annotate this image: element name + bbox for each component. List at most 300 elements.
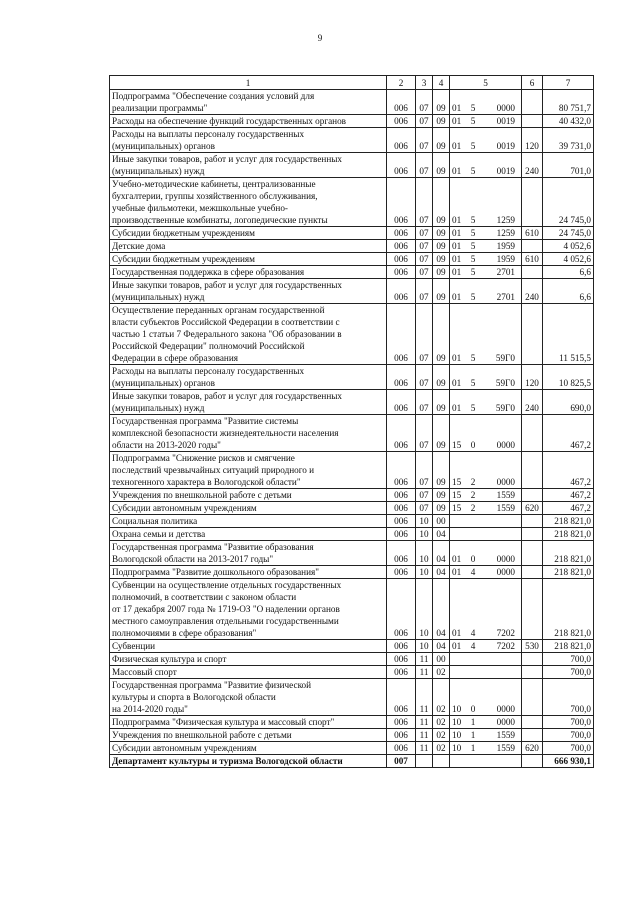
row-target-article-cell	[450, 566, 522, 579]
target-article-part: 01	[452, 103, 462, 113]
row-ministry-cell: 006	[387, 566, 416, 579]
row-target-article-cell	[450, 115, 522, 128]
target-article-part: 1259	[496, 215, 515, 225]
row-amount-cell: 218 821,0	[543, 515, 594, 528]
row-subsection-cell: 04	[433, 541, 450, 566]
target-article-part: 15	[452, 490, 462, 500]
row-section-cell: 10	[416, 528, 433, 541]
table-row	[110, 579, 594, 640]
row-subsection-cell: 00	[433, 653, 450, 666]
row-subsection-cell: 09	[433, 266, 450, 279]
row-ministry-cell: 006	[387, 666, 416, 679]
row-name-cell: Учреждения по внешкольной работе с детьми	[110, 729, 387, 742]
row-section-cell: 07	[416, 266, 433, 279]
row-target-article-cell	[450, 128, 522, 153]
row-name-cell: Расходы на выплаты персоналу государственных (муниципальных) органов	[110, 128, 387, 153]
target-article-part: 5	[470, 292, 476, 302]
row-expense-type-cell	[522, 679, 543, 716]
row-name-cell: Детские дома	[110, 240, 387, 253]
target-article-part: 0000	[496, 567, 515, 577]
row-target-article-cell	[450, 227, 522, 240]
row-ministry-cell: 006	[387, 115, 416, 128]
table-row	[110, 153, 594, 178]
row-ministry-cell: 006	[387, 178, 416, 227]
row-target-article-cell	[450, 415, 522, 452]
target-article-part: 01	[452, 567, 462, 577]
row-section-cell: 11	[416, 716, 433, 729]
row-subsection-cell: 04	[433, 566, 450, 579]
target-article-part: 0000	[496, 554, 515, 564]
row-expense-type-cell	[522, 240, 543, 253]
row-expense-type-cell: 620	[522, 502, 543, 515]
row-ministry-cell: 006	[387, 640, 416, 653]
target-article-part: 0019	[496, 116, 515, 126]
table-row	[110, 115, 594, 128]
target-article-part: 5	[470, 254, 476, 264]
row-ministry-cell: 006	[387, 304, 416, 365]
row-name-cell: Субвенции	[110, 640, 387, 653]
target-article-part: 0	[470, 440, 476, 450]
target-article-part: 0000	[496, 704, 515, 714]
target-article-part: 0019	[496, 166, 515, 176]
row-target-article-cell	[450, 365, 522, 390]
row-expense-type-cell	[522, 716, 543, 729]
row-amount-cell: 24 745,0	[543, 227, 594, 240]
row-subsection-cell: 09	[433, 452, 450, 489]
row-expense-type-cell: 240	[522, 153, 543, 178]
row-ministry-cell: 006	[387, 653, 416, 666]
row-amount-cell: 700,0	[543, 653, 594, 666]
target-article-part: 01	[452, 166, 462, 176]
row-name-cell: Государственная поддержка в сфере образования	[110, 266, 387, 279]
row-ministry-cell: 006	[387, 742, 416, 755]
target-article-part: 1559	[496, 490, 515, 500]
target-article-part: 01	[452, 378, 462, 388]
target-article-part: 01	[452, 241, 462, 251]
row-expense-type-cell	[522, 653, 543, 666]
target-article-part: 2701	[496, 267, 515, 277]
table-row	[110, 90, 594, 115]
row-subsection-cell: 09	[433, 115, 450, 128]
row-ministry-cell: 006	[387, 279, 416, 304]
target-article-part: 15	[452, 477, 462, 487]
row-name-cell: Субсидии автономным учреждениям	[110, 502, 387, 515]
table-row	[110, 515, 594, 528]
row-section-cell: 07	[416, 90, 433, 115]
table-row	[110, 365, 594, 390]
row-section-cell: 07	[416, 452, 433, 489]
row-section-cell: 11	[416, 653, 433, 666]
row-subsection-cell: 09	[433, 502, 450, 515]
row-section-cell: 07	[416, 304, 433, 365]
row-section-cell: 07	[416, 365, 433, 390]
row-subsection-cell: 04	[433, 640, 450, 653]
target-article-part: 01	[452, 228, 462, 238]
row-name-cell: Подпрограмма "Обеспечение создания условий для реализации программы"	[110, 90, 387, 115]
target-article-part: 10	[452, 704, 462, 714]
target-article-part: 1559	[496, 730, 515, 740]
row-section-cell: 10	[416, 640, 433, 653]
row-name-cell: Иные закупки товаров, работ и услуг для государственных (муниципальных) нужд	[110, 279, 387, 304]
target-article-part: 1959	[496, 254, 515, 264]
row-name-cell: Субсидии бюджетным учреждениям	[110, 227, 387, 240]
header-cell-6: 6	[522, 76, 543, 90]
row-subsection-cell: 09	[433, 90, 450, 115]
header-cell-3: 3	[416, 76, 433, 90]
row-section-cell: 07	[416, 128, 433, 153]
row-ministry-cell: 006	[387, 365, 416, 390]
row-amount-cell: 467,2	[543, 415, 594, 452]
row-section-cell: 07	[416, 489, 433, 502]
row-amount-cell: 700,0	[543, 716, 594, 729]
row-expense-type-cell: 120	[522, 128, 543, 153]
row-target-article-cell	[450, 541, 522, 566]
row-expense-type-cell	[522, 515, 543, 528]
row-expense-type-cell	[522, 115, 543, 128]
row-section-cell: 10	[416, 515, 433, 528]
row-section-cell	[416, 755, 433, 768]
target-article-part: 01	[452, 116, 462, 126]
table-row	[110, 390, 594, 415]
row-amount-cell: 467,2	[543, 502, 594, 515]
target-article-part: 0	[470, 704, 476, 714]
row-ministry-cell: 006	[387, 266, 416, 279]
row-name-cell: Государственная программа "Развитие физической культуры и спорта в Вологодской области на 2014-2020 годы"	[110, 679, 387, 716]
row-target-article-cell	[450, 729, 522, 742]
table-row	[110, 742, 594, 755]
target-article-part: 1	[470, 743, 476, 753]
row-section-cell: 11	[416, 666, 433, 679]
row-expense-type-cell	[522, 729, 543, 742]
row-amount-cell: 80 751,7	[543, 90, 594, 115]
row-target-article-cell	[450, 178, 522, 227]
row-amount-cell: 10 825,5	[543, 365, 594, 390]
target-article-part: 01	[452, 353, 462, 363]
table-row	[110, 128, 594, 153]
target-article-part: 01	[452, 641, 462, 651]
target-article-part: 5	[470, 403, 476, 413]
row-section-cell: 07	[416, 415, 433, 452]
row-ministry-cell: 006	[387, 489, 416, 502]
target-article-part: 10	[452, 743, 462, 753]
target-article-part: 1559	[496, 503, 515, 513]
row-target-article-cell	[450, 390, 522, 415]
row-section-cell: 11	[416, 742, 433, 755]
row-subsection-cell: 09	[433, 178, 450, 227]
target-article-part: 01	[452, 403, 462, 413]
row-section-cell: 11	[416, 729, 433, 742]
row-name-cell: Государственная программа "Развитие образования Вологодской области на 2013-2017 годы"	[110, 541, 387, 566]
row-subsection-cell: 04	[433, 528, 450, 541]
target-article-part: 10	[452, 717, 462, 727]
target-article-part: 15	[452, 503, 462, 513]
row-target-article-cell	[450, 153, 522, 178]
target-article-part: 01	[452, 554, 462, 564]
row-expense-type-cell	[522, 666, 543, 679]
target-article-part: 2701	[496, 292, 515, 302]
target-article-part: 5	[470, 166, 476, 176]
row-subsection-cell	[433, 755, 450, 768]
row-subsection-cell: 09	[433, 128, 450, 153]
row-section-cell: 10	[416, 579, 433, 640]
table-row	[110, 653, 594, 666]
row-expense-type-cell: 620	[522, 742, 543, 755]
target-article-part: 0000	[496, 477, 515, 487]
header-cell-7: 7	[543, 76, 594, 90]
table-row	[110, 304, 594, 365]
table-row	[110, 279, 594, 304]
row-subsection-cell: 09	[433, 390, 450, 415]
row-amount-cell: 690,0	[543, 390, 594, 415]
row-name-cell: Подпрограмма "Физическая культура и массовый спорт"	[110, 716, 387, 729]
row-target-article-cell	[450, 266, 522, 279]
budget-table	[109, 75, 594, 768]
target-article-part: 01	[452, 254, 462, 264]
row-name-cell: Субсидии автономным учреждениям	[110, 742, 387, 755]
target-article-part: 01	[452, 215, 462, 225]
target-article-part: 2	[470, 503, 476, 513]
row-subsection-cell: 09	[433, 279, 450, 304]
row-target-article-cell	[450, 742, 522, 755]
row-target-article-cell	[450, 755, 522, 768]
row-expense-type-cell	[522, 452, 543, 489]
row-amount-cell: 700,0	[543, 742, 594, 755]
row-subsection-cell: 02	[433, 679, 450, 716]
row-subsection-cell: 09	[433, 227, 450, 240]
target-article-part: 01	[452, 267, 462, 277]
target-article-part: 01	[452, 141, 462, 151]
target-article-part: 1	[470, 730, 476, 740]
row-subsection-cell: 09	[433, 304, 450, 365]
row-expense-type-cell	[522, 90, 543, 115]
row-section-cell: 07	[416, 390, 433, 415]
row-expense-type-cell: 240	[522, 390, 543, 415]
table-row	[110, 266, 594, 279]
row-subsection-cell: 00	[433, 515, 450, 528]
row-name-cell: Физическая культура и спорт	[110, 653, 387, 666]
row-ministry-cell: 006	[387, 515, 416, 528]
row-target-article-cell	[450, 653, 522, 666]
header-cell-4: 4	[433, 76, 450, 90]
row-expense-type-cell	[522, 178, 543, 227]
row-target-article-cell	[450, 579, 522, 640]
target-article-part: 2	[470, 477, 476, 487]
table-row	[110, 502, 594, 515]
target-article-part: 0	[470, 554, 476, 564]
row-amount-cell: 700,0	[543, 729, 594, 742]
target-article-part: 5	[470, 116, 476, 126]
row-name-cell: Иные закупки товаров, работ и услуг для государственных (муниципальных) нужд	[110, 390, 387, 415]
row-expense-type-cell: 610	[522, 227, 543, 240]
target-article-part: 5	[470, 241, 476, 251]
target-article-part: 5	[470, 228, 476, 238]
target-article-part: 2	[470, 490, 476, 500]
row-section-cell: 10	[416, 566, 433, 579]
row-section-cell: 07	[416, 253, 433, 266]
row-section-cell: 11	[416, 679, 433, 716]
row-subsection-cell: 09	[433, 240, 450, 253]
row-target-article-cell	[450, 679, 522, 716]
page-number: 9	[317, 33, 323, 43]
row-ministry-cell: 006	[387, 128, 416, 153]
table-row	[110, 640, 594, 653]
row-expense-type-cell	[522, 755, 543, 768]
row-name-cell: Расходы на выплаты персоналу государственных (муниципальных) органов	[110, 365, 387, 390]
table-row	[110, 755, 594, 768]
row-name-cell: Осуществление переданных органам государственной власти субъектов Российской Федерации в соответствии с частью 1 статьи 7 Федерального закона "Об образовании в Российской Федерации" полномочий Российской Федерации в сфере образования	[110, 304, 387, 365]
target-article-part: 1	[470, 717, 476, 727]
row-ministry-cell: 006	[387, 716, 416, 729]
target-article-part: 1959	[496, 241, 515, 251]
target-article-part: 7202	[496, 628, 515, 638]
target-article-part: 5	[470, 141, 476, 151]
row-subsection-cell: 09	[433, 365, 450, 390]
row-amount-cell: 4 052,6	[543, 253, 594, 266]
row-subsection-cell: 02	[433, 716, 450, 729]
row-amount-cell: 6,6	[543, 279, 594, 304]
row-expense-type-cell	[522, 266, 543, 279]
table-row	[110, 666, 594, 679]
row-ministry-cell: 006	[387, 502, 416, 515]
row-amount-cell: 6,6	[543, 266, 594, 279]
row-ministry-cell: 006	[387, 528, 416, 541]
table-row	[110, 716, 594, 729]
table-row	[110, 729, 594, 742]
header-cell-5: 5	[450, 76, 522, 90]
table-body	[110, 76, 594, 768]
table-row	[110, 541, 594, 566]
header-cell-2: 2	[387, 76, 416, 90]
row-expense-type-cell: 610	[522, 253, 543, 266]
row-name-cell: Подпрограмма "Развитие дошкольного образования"	[110, 566, 387, 579]
row-section-cell: 07	[416, 115, 433, 128]
table-row	[110, 240, 594, 253]
row-name-cell: Субвенции на осуществление отдельных государственных полномочий, в соответствии с законом области от 17 декабря 2007 года № 1719-ОЗ "О наделении органов местного самоуправления отдельными государственными полномочиями в сфере образования"	[110, 579, 387, 640]
table-row	[110, 489, 594, 502]
row-ministry-cell: 007	[387, 755, 416, 768]
row-section-cell: 10	[416, 541, 433, 566]
target-article-part: 59Г0	[495, 403, 515, 413]
row-expense-type-cell	[522, 579, 543, 640]
row-subsection-cell: 04	[433, 579, 450, 640]
row-name-cell: Государственная программа "Развитие системы комплексной безопасности жизнедеятельности населения области на 2013-2020 годы"	[110, 415, 387, 452]
row-name-cell: Учебно-методические кабинеты, централизованные бухгалтерии, группы хозяйственного обслуживания, учебные фильмотеки, межшкольные учебно- производственные комбинаты, логопедические пункты	[110, 178, 387, 227]
row-name-cell: Охрана семьи и детства	[110, 528, 387, 541]
row-target-article-cell	[450, 240, 522, 253]
row-name-cell: Субсидии бюджетным учреждениям	[110, 253, 387, 266]
table-row	[110, 227, 594, 240]
row-target-article-cell	[450, 528, 522, 541]
row-expense-type-cell: 120	[522, 365, 543, 390]
target-article-part: 5	[470, 267, 476, 277]
row-amount-cell: 701,0	[543, 153, 594, 178]
row-ministry-cell: 006	[387, 390, 416, 415]
target-article-part: 0000	[496, 717, 515, 727]
row-section-cell: 07	[416, 502, 433, 515]
target-article-part: 10	[452, 730, 462, 740]
row-subsection-cell: 09	[433, 415, 450, 452]
row-target-article-cell	[450, 515, 522, 528]
row-expense-type-cell	[522, 489, 543, 502]
row-expense-type-cell: 530	[522, 640, 543, 653]
row-section-cell: 07	[416, 279, 433, 304]
target-article-part: 59Г0	[495, 353, 515, 363]
row-target-article-cell	[450, 489, 522, 502]
row-amount-cell: 666 930,1	[543, 755, 594, 768]
target-article-part: 1259	[496, 228, 515, 238]
row-amount-cell: 40 432,0	[543, 115, 594, 128]
row-ministry-cell: 006	[387, 452, 416, 489]
row-target-article-cell	[450, 502, 522, 515]
row-target-article-cell	[450, 253, 522, 266]
row-ministry-cell: 006	[387, 90, 416, 115]
row-expense-type-cell	[522, 415, 543, 452]
row-amount-cell: 39 731,0	[543, 128, 594, 153]
row-ministry-cell: 006	[387, 153, 416, 178]
row-amount-cell: 467,2	[543, 489, 594, 502]
row-name-cell: Учреждения по внешкольной работе с детьми	[110, 489, 387, 502]
target-article-part: 5	[470, 378, 476, 388]
target-article-part: 01	[452, 292, 462, 302]
row-ministry-cell: 006	[387, 253, 416, 266]
row-name-cell: Массовый спорт	[110, 666, 387, 679]
row-subsection-cell: 09	[433, 489, 450, 502]
target-article-part: 01	[452, 628, 462, 638]
header-cell-1: 1	[110, 76, 387, 90]
row-amount-cell: 700,0	[543, 679, 594, 716]
table-header-row	[110, 76, 594, 90]
row-name-cell: Иные закупки товаров, работ и услуг для государственных (муниципальных) нужд	[110, 153, 387, 178]
row-ministry-cell: 006	[387, 579, 416, 640]
row-subsection-cell: 09	[433, 253, 450, 266]
target-article-part: 1559	[496, 743, 515, 753]
row-amount-cell: 218 821,0	[543, 640, 594, 653]
target-article-part: 7202	[496, 641, 515, 651]
target-article-part: 15	[452, 440, 462, 450]
row-target-article-cell	[450, 716, 522, 729]
row-name-cell: Департамент культуры и туризма Вологодской области	[110, 755, 387, 768]
table-row	[110, 452, 594, 489]
row-amount-cell: 218 821,0	[543, 579, 594, 640]
row-ministry-cell: 006	[387, 240, 416, 253]
row-expense-type-cell	[522, 566, 543, 579]
row-expense-type-cell	[522, 528, 543, 541]
target-article-part: 0000	[496, 103, 515, 113]
row-target-article-cell	[450, 279, 522, 304]
row-expense-type-cell	[522, 541, 543, 566]
row-ministry-cell: 006	[387, 679, 416, 716]
row-subsection-cell: 02	[433, 729, 450, 742]
row-target-article-cell	[450, 90, 522, 115]
row-name-cell: Социальная политика	[110, 515, 387, 528]
row-target-article-cell	[450, 452, 522, 489]
target-article-part: 4	[470, 628, 476, 638]
target-article-part: 4	[470, 641, 476, 651]
row-subsection-cell: 09	[433, 153, 450, 178]
row-ministry-cell: 006	[387, 729, 416, 742]
target-article-part: 4	[470, 567, 476, 577]
target-article-part: 59Г0	[495, 378, 515, 388]
row-amount-cell: 24 745,0	[543, 178, 594, 227]
row-target-article-cell	[450, 304, 522, 365]
table-row	[110, 679, 594, 716]
row-ministry-cell: 006	[387, 415, 416, 452]
table-row	[110, 528, 594, 541]
row-amount-cell: 11 515,5	[543, 304, 594, 365]
row-expense-type-cell	[522, 304, 543, 365]
target-article-part: 5	[470, 353, 476, 363]
target-article-part: 5	[470, 103, 476, 113]
